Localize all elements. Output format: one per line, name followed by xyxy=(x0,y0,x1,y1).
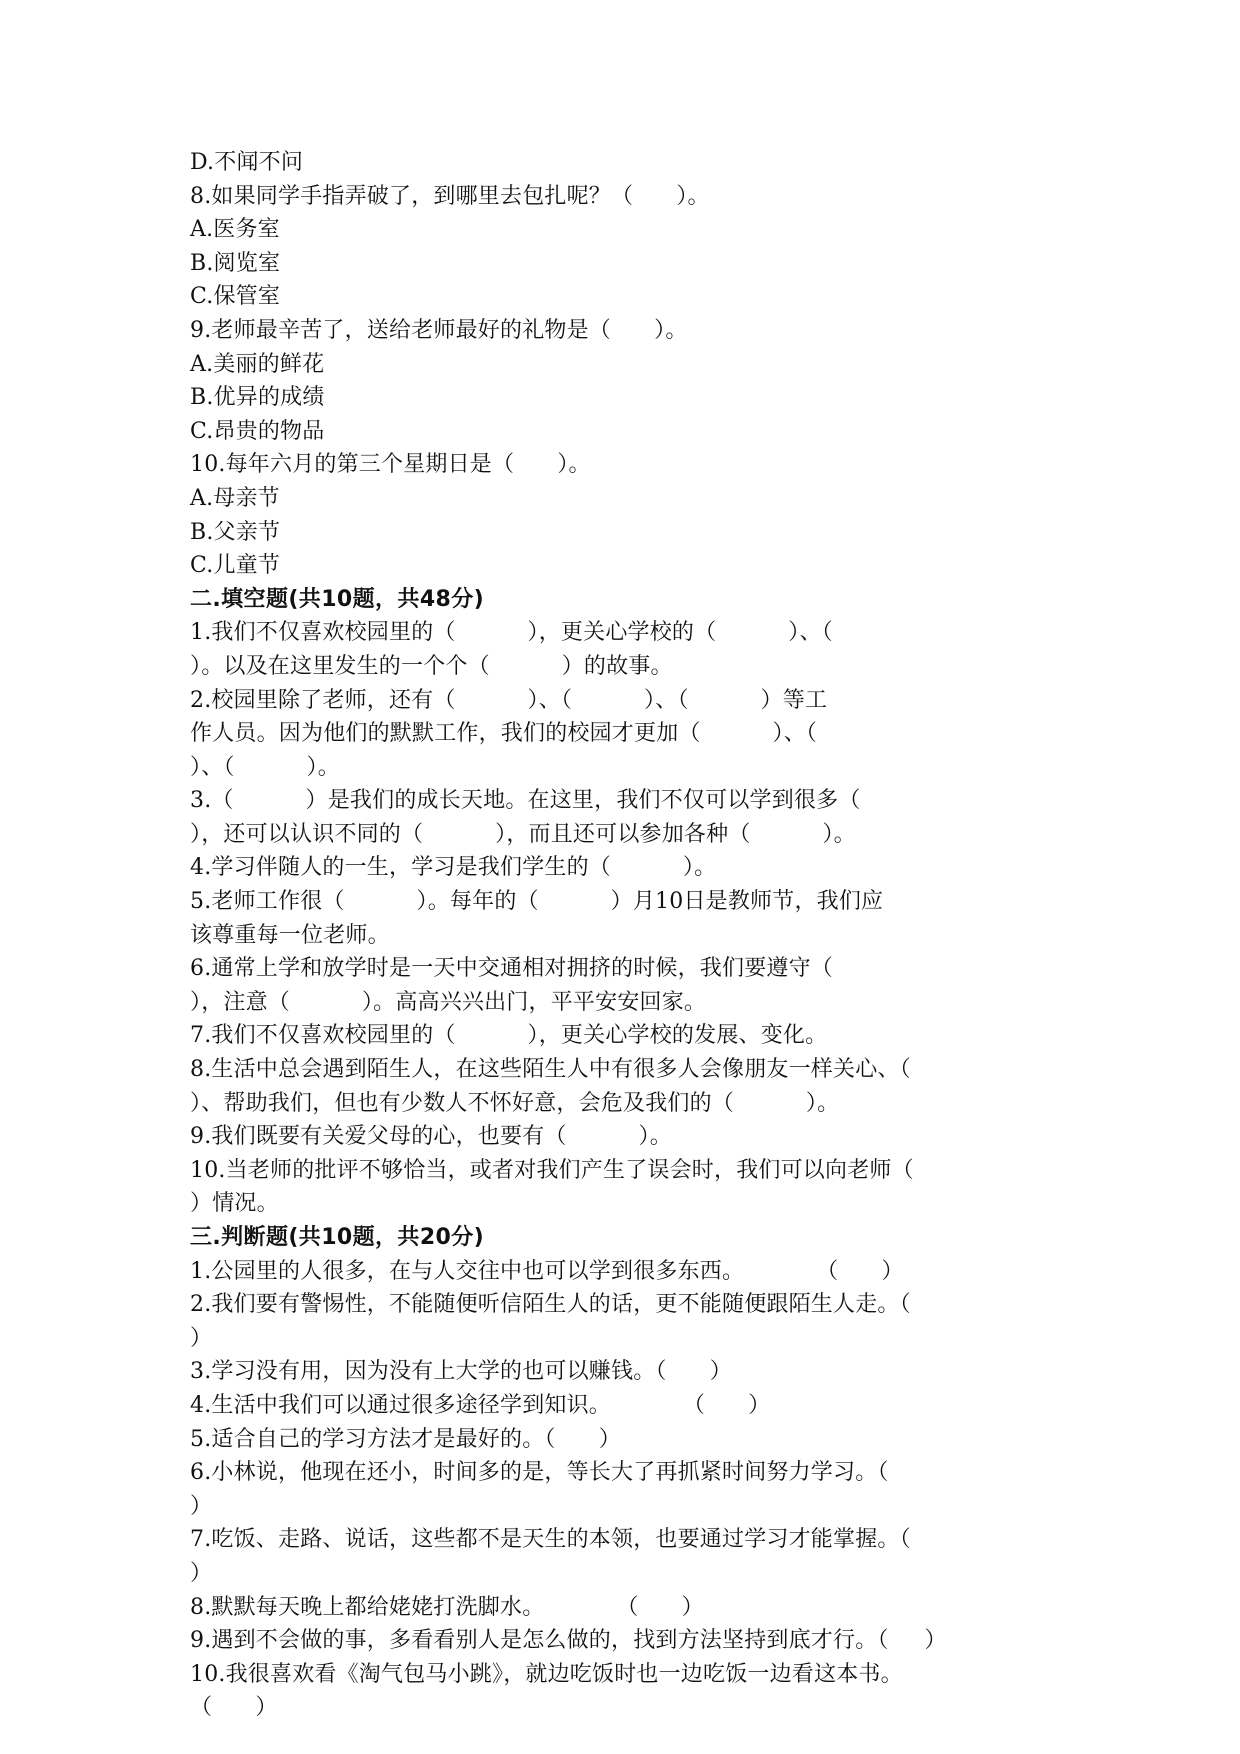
question-text: ） xyxy=(190,1325,213,1351)
question-text: 6.通常上学和放学时是一天中交通相对拥挤的时候，我们要遵守（ xyxy=(190,956,833,982)
question-text: ）情况。 xyxy=(190,1191,279,1217)
text-line: D.不闻不问 xyxy=(190,150,304,175)
option-text: C.儿童节 xyxy=(190,553,281,579)
question-text: ），注意（ ）。高高兴兴出门，平平安安回家。 xyxy=(190,989,707,1015)
option-text: A.母亲节 xyxy=(190,485,280,511)
question-text: 1.公园里的人很多，在与人交往中也可以学到很多东西。 （ ） xyxy=(190,1258,904,1284)
document-page xyxy=(190,150,1090,1729)
question-text: 10.每年六月的第三个星期日是（ ）。 xyxy=(190,452,591,478)
question-text: 8.生活中总会遇到陌生人，在这些陌生人中有很多人会像朋友一样关心、（ xyxy=(190,1057,911,1083)
option-text: A.美丽的鲜花 xyxy=(190,351,325,377)
option-text: B.阅览室 xyxy=(190,250,281,276)
question-text: 8.如果同学手指弄破了，到哪里去包扎呢？（ ）。 xyxy=(190,183,710,209)
section-heading: 三.判断题(共10题，共20分) xyxy=(190,1225,485,1250)
option-text: C.昂贵的物品 xyxy=(190,418,325,444)
option-text: C.保管室 xyxy=(190,284,281,310)
question-text: 2.校园里除了老师，还有（ ）、（ ）、（ ）等工 xyxy=(190,687,828,713)
question-text: 7.吃饭、走路、说话，这些都不是天生的本领，也要通过学习才能掌握。（ xyxy=(190,1527,911,1553)
option-text: A.医务室 xyxy=(190,217,280,243)
question-text: 3.学习没有用，因为没有上大学的也可以赚钱。（ ） xyxy=(190,1359,732,1385)
question-text: 4.学习伴随人的一生，学习是我们学生的（ ）。 xyxy=(190,855,717,881)
question-text: 2.我们要有警惕性，不能随便听信陌生人的话，更不能随便跟陌生人走。（ xyxy=(190,1292,911,1318)
option-text: B.父亲节 xyxy=(190,519,281,545)
question-text: 5.老师工作很（ ）。每年的（ ）月10日是教师节，我们应 xyxy=(190,889,884,915)
question-text: ）、（ ）。 xyxy=(190,754,340,780)
question-text: （ ） xyxy=(190,1695,278,1721)
question-text: 该尊重每一位老师。 xyxy=(190,922,390,948)
question-text: 9.遇到不会做的事，多看看别人是怎么做的，找到方法坚持到底才行。（ ） xyxy=(190,1628,947,1654)
question-text: 6.小林说，他现在还小，时间多的是，等长大了再抓紧时间努力学习。（ xyxy=(190,1460,889,1486)
question-text: 3.（ ）是我们的成长天地。在这里，我们不仅可以学到很多（ xyxy=(190,788,861,814)
question-text: ），还可以认识不同的（ ），而且还可以参加各种（ ）。 xyxy=(190,821,856,847)
question-text: 4.生活中我们可以通过很多途径学到知识。 （ ） xyxy=(190,1392,771,1418)
question-text: 9.老师最辛苦了，送给老师最好的礼物是（ ）。 xyxy=(190,317,688,343)
question-text: 9.我们既要有关爱父母的心，也要有（ ）。 xyxy=(190,1124,672,1150)
question-text: 7.我们不仅喜欢校园里的（ ），更关心学校的发展、变化。 xyxy=(190,1023,828,1049)
section-heading: 二.填空题(共10题，共48分) xyxy=(190,586,485,612)
question-text: ）。以及在这里发生的一个个（ ）的故事。 xyxy=(190,653,673,679)
question-text: 10.我很喜欢看《淘气包马小跳》，就边吃饭时也一边吃饭一边看这本书。 xyxy=(190,1661,903,1687)
question-text: 1.我们不仅喜欢校园里的（ ），更关心学校的（ ）、（ xyxy=(190,620,833,646)
question-text: ）、帮助我们，但也有少数人不怀好意，会危及我们的（ ）。 xyxy=(190,1090,840,1116)
question-text: ） xyxy=(190,1560,213,1586)
option-text: B.优异的成绩 xyxy=(190,385,325,411)
question-text: 作人员。因为他们的默默工作，我们的校园才更加（ ）、（ xyxy=(190,721,818,747)
question-text: 10.当老师的批评不够恰当，或者对我们产生了误会时，我们可以向老师（ xyxy=(190,1157,914,1183)
question-text: 5.适合自己的学习方法才是最好的。（ ） xyxy=(190,1426,621,1452)
question-text: 8.默默每天晚上都给姥姥打洗脚水。 （ ） xyxy=(190,1594,704,1620)
question-text: ） xyxy=(190,1493,213,1519)
